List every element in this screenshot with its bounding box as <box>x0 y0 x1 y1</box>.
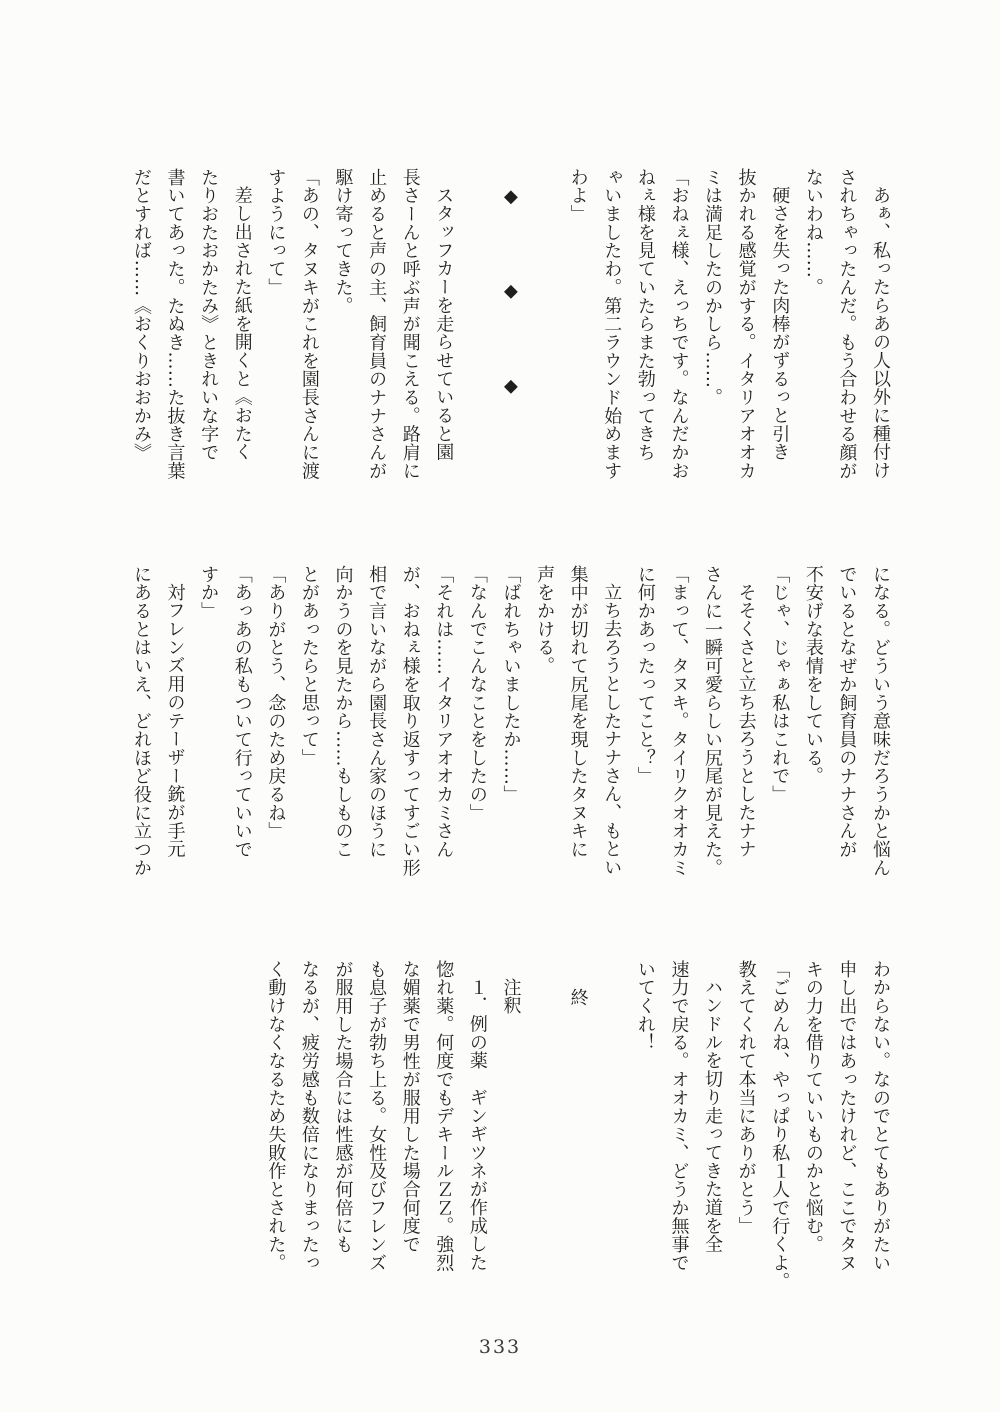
vertical-text-line: 「おねぇ様、えっちです。なんだかお <box>668 168 690 480</box>
vertical-text-line: 教えてくれて本当にありがとう」 <box>735 960 757 1236</box>
vertical-text-line: 硬さを失った肉棒がずるっと引き <box>769 186 791 462</box>
vertical-text-line: 「それは……イタリアオオカミさん <box>433 565 455 859</box>
empty-column <box>595 960 629 1273</box>
vertical-text-line: 「ばれちゃいましたか……」 <box>500 565 522 804</box>
vertical-text-line: 「なんでこんなことをしたの」 <box>466 565 488 822</box>
vertical-text-line: 駆け寄ってきた。 <box>332 168 354 315</box>
vertical-text-line: すようにって」 <box>265 168 287 297</box>
vertical-text-line: が、おねぇ様を取り返すってすごい形 <box>399 565 421 877</box>
vertical-text-line: ハンドルを切り走ってきた道を全 <box>702 978 724 1254</box>
vertical-text-line: されちゃったんだ。もう合わせる顔が <box>836 168 858 480</box>
vertical-text-line: すか」 <box>198 565 220 621</box>
vertical-text-line: に何かあったってこと？」 <box>634 565 656 786</box>
vertical-text-line: 速力で戻る。オオカミ、どうか無事で <box>668 960 690 1272</box>
vertical-text-line: ねぇ様を見ていたらまた勃ってきち <box>634 168 656 462</box>
vertical-text-line: だとすれば……《おくりおおかみ》 <box>130 168 152 462</box>
vertical-text-line: 不安げな表情をしている。 <box>802 565 824 786</box>
vertical-text-line: なるが、疲労感も数倍になりまったっ <box>298 960 320 1272</box>
text-band-bottom <box>259 960 897 1291</box>
vertical-text-line: １．例の薬 ギンギツネが作成した <box>466 978 488 1272</box>
vertical-text-line: 「ごめんね、やっぱり私１人で行くよ。 <box>769 960 791 1291</box>
vertical-text-line: 差し出された紙を開くと《おたく <box>231 186 253 462</box>
vertical-text-line: 相で言いながら園長さん家のほうに <box>366 565 388 859</box>
vertical-text-line: 立ち去ろうとしたナナさん、もとい <box>601 583 623 877</box>
vertical-text-line: 書いてあった。たぬき……た抜き言葉 <box>164 168 186 480</box>
text-band-top <box>124 168 897 481</box>
empty-column <box>460 168 494 481</box>
vertical-text-line: あぁ、私ったらあの人以外に種付け <box>870 186 891 480</box>
notes-heading: 注釈 <box>500 978 522 1016</box>
vertical-text-line: 惚れ薬。何度でもデキールＺＺ。強烈 <box>433 960 455 1272</box>
vertical-text-line: たりおたおかたみ》ときれいな字で <box>198 168 220 462</box>
vertical-text-line: 「まって、タヌキ。タイリクオオカミ <box>668 565 690 877</box>
vertical-text-line: わからない。なのでとてもありがたい <box>870 960 891 1272</box>
vertical-text-line: ゃいましたわ。第二ラウンド始めます <box>601 168 623 480</box>
empty-column <box>527 960 561 1273</box>
vertical-text-line: 向かうのを見たから……もしものこ <box>332 565 354 859</box>
vertical-text-line: 「あっあの私もついて行っていいで <box>231 565 253 859</box>
vertical-text-line: 「あの、タヌキがこれを園長さんに渡 <box>298 168 320 480</box>
vertical-text-line: も息子が勃ち上る。女性及びフレンズ <box>366 960 388 1272</box>
vertical-text-line: く動けなくなるため失敗作とされた。 <box>265 960 287 1272</box>
vertical-text-line: でいるとなぜか飼育員のナナさんが <box>836 565 858 859</box>
vertical-text-line: キの力を借りていいものかと悩む。 <box>802 960 824 1254</box>
vertical-text-line: ないわね……。 <box>802 168 824 297</box>
vertical-text-line: になる。どういう意味だろうかと悩ん <box>870 565 891 877</box>
vertical-text-line: 止めると声の主、飼育員のナナさんが <box>366 168 388 480</box>
empty-column <box>527 168 561 481</box>
vertical-text-line: 声をかける。 <box>534 565 556 676</box>
vertical-text-line: さんに一瞬可愛らしい尻尾が見えた。 <box>702 565 724 877</box>
vertical-text-line: スタッフカーを走らせていると園 <box>433 186 455 462</box>
vertical-text-line: とがあったらと思って」 <box>298 565 320 767</box>
page-number: 333 <box>478 1336 522 1358</box>
vertical-text-line: 抜かれる感覚がする。イタリアオオカ <box>735 168 757 480</box>
vertical-text-line: 集中が切れて尻尾を現したタヌキに <box>567 565 589 859</box>
vertical-text-line: 対フレンズ用のテーザー銃が手元 <box>164 583 186 859</box>
section-divider: ◆ ◆ ◆ <box>500 186 522 398</box>
vertical-text-line: にあるとはいえ、どれほど役に立つか <box>130 565 152 877</box>
vertical-text-line: いてくれ！ <box>634 960 656 1052</box>
vertical-text-line: 「ありがとう、念のため戻るね」 <box>265 565 287 841</box>
vertical-text-line: わよ」 <box>567 168 589 224</box>
vertical-text-line: 「じゃ、じゃぁ私はこれで」 <box>769 565 791 804</box>
vertical-text-line: が服用した場合には性感が何倍にも <box>332 960 354 1254</box>
text-band-middle <box>124 565 897 878</box>
vertical-text-line: 申し出ではあったけれど、ここでタヌ <box>836 960 858 1272</box>
story-end-mark: 終 <box>567 987 589 1006</box>
vertical-text-line: な媚薬で男性が服用した場合何度で <box>399 960 421 1254</box>
vertical-text-line: ミは満足したのかしら……。 <box>702 168 724 407</box>
vertical-text-line: そそくさと立ち去ろうとしたナナ <box>735 583 757 859</box>
vertical-text-line: 長さーんと呼ぶ声が聞こえる。路肩に <box>399 168 421 480</box>
